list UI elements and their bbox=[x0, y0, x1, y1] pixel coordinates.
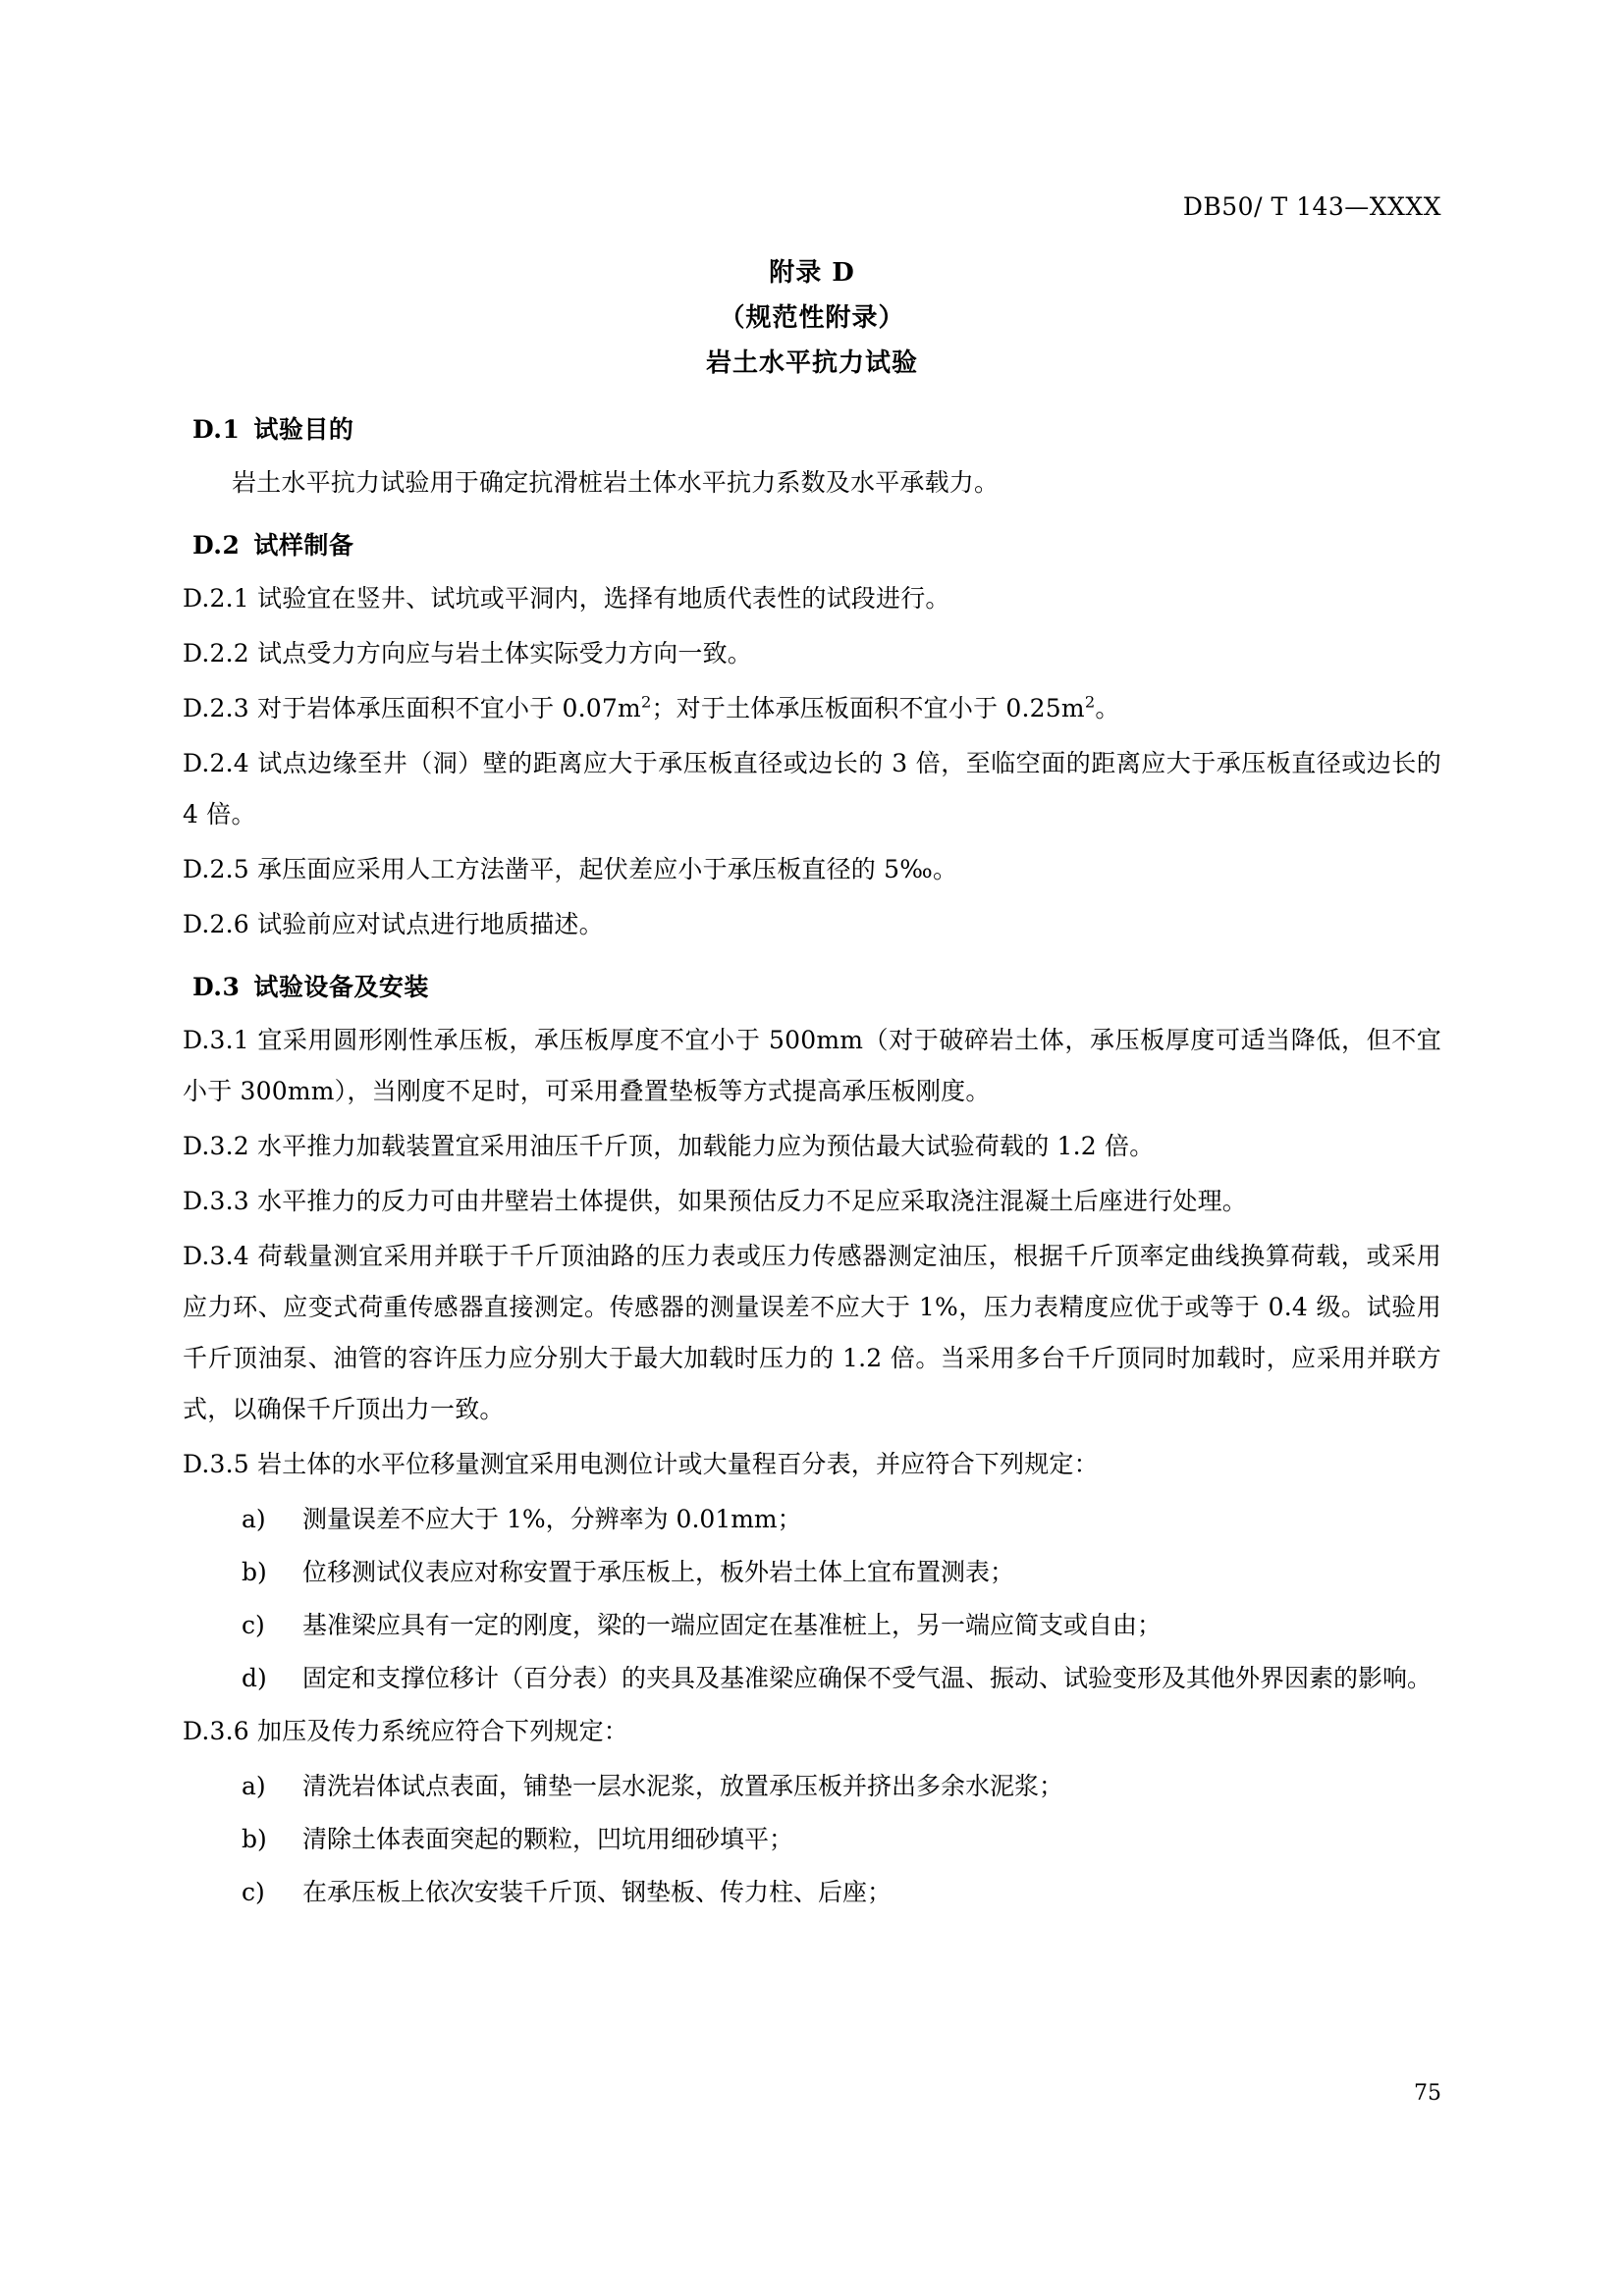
paragraph-d3-1: D.3.1 宜采用圆形刚性承压板，承压板厚度不宜小于 500mm（对于破碎岩土体，承压板厚度可适当降低，但不宜小于 300mm），当刚度不足时，可采用叠置垫板等方式提高承压板刚度。 bbox=[183, 1026, 1441, 1105]
paragraph-d2-3 bbox=[183, 683, 1441, 734]
list-item bbox=[183, 1867, 1441, 1918]
list-item-text: 基准梁应具有一定的刚度，梁的一端应固定在基准桩上，另一端应简支或自由； bbox=[302, 1611, 1163, 1639]
list-d3-5 bbox=[183, 1494, 1441, 1704]
paragraph-d3-4: D.3.4 荷载量测宜采用并联于千斤顶油路的压力表或压力传感器测定油压，根据千斤顶率定曲线换算荷载，或采用应力环、应变式荷重传感器直接测定。传感器的测量误差不应大于 1%，压力表精度应优于或等于 0.4 级。试验用千斤顶油泵、油管的容许压力应分别大于最大加载时压力的 1.2 倍。当采用多台千斤顶同时加载时，应采用并联方式，以确保千斤顶出力一致。 bbox=[183, 1242, 1441, 1423]
paragraph-d3-2: D.3.2 水平推力加载装置宜采用油压千斤顶，加载能力应为预估最大试验荷载的 1.2 倍。 bbox=[183, 1132, 1155, 1160]
list-item-text: 测量误差不应大于 1%，分辨率为 0.01mm； bbox=[302, 1505, 802, 1533]
list-item-text: 清洗岩体试点表面，铺垫一层水泥浆，放置承压板并挤出多余水泥浆； bbox=[302, 1772, 1064, 1800]
list-item-text: 在承压板上依次安装千斤顶、钢垫板、传力柱、后座； bbox=[302, 1878, 893, 1906]
list-item-text: 清除土体表面突起的颗粒，凹坑用细砂填平； bbox=[302, 1825, 794, 1853]
paragraph-d2-5: D.2.5 承压面应采用人工方法凿平，起伏差应小于承压板直径的 5‰。 bbox=[183, 855, 958, 883]
paragraph-d2-4: D.2.4 试点边缘至井（洞）壁的距离应大于承压板直径或边长的 3 倍，至临空面的距离应大于承压板直径或边长的 4 倍。 bbox=[183, 749, 1441, 828]
list-item bbox=[183, 1761, 1441, 1812]
list-item bbox=[183, 1547, 1441, 1598]
list-item bbox=[183, 1814, 1441, 1865]
superscript-square-1: 2 bbox=[640, 692, 652, 712]
paragraph-d3-5: D.3.5 岩土体的水平位移量测宜采用电测位计或大量程百分表，并应符合下列规定： bbox=[183, 1450, 1099, 1478]
document-body bbox=[183, 393, 1441, 1920]
list-item bbox=[183, 1653, 1441, 1704]
paragraph-d2-2: D.2.2 试点受力方向应与岩土体实际受力方向一致。 bbox=[183, 639, 753, 667]
paragraph-d2-1: D.2.1 试验宜在竖井、试坑或平洞内，选择有地质代表性的试段进行。 bbox=[183, 584, 950, 613]
section-number-d1: D.1 bbox=[192, 415, 241, 444]
section-heading-d2 bbox=[192, 526, 1441, 561]
paragraph-d1-1: 岩土水平抗力试验用于确定抗滑桩岩土体水平抗力系数及水平承载力。 bbox=[232, 468, 1000, 497]
list-item-marker: c) bbox=[242, 1878, 265, 1906]
list-item-marker: a) bbox=[242, 1772, 266, 1800]
appendix-title-line-1: 附录 D bbox=[769, 258, 855, 288]
list-d3-6 bbox=[183, 1761, 1441, 1918]
header-standard-code: DB50/ T 143—XXXX bbox=[1182, 192, 1441, 221]
section-title-d3: 试验设备及安装 bbox=[253, 973, 429, 1001]
appendix-title-line-3: 岩土水平抗力试验 bbox=[705, 348, 918, 378]
list-item-text: 固定和支撑位移计（百分表）的夹具及基准梁应确保不受气温、振动、试验变形及其他外界因素的影响。 bbox=[302, 1664, 1433, 1692]
section-title-d2: 试样制备 bbox=[253, 531, 354, 560]
list-item bbox=[183, 1600, 1441, 1651]
list-item-marker: b) bbox=[242, 1558, 267, 1586]
appendix-title-block bbox=[183, 250, 1441, 386]
paragraph-d3-6: D.3.6 加压及传力系统应符合下列规定： bbox=[183, 1717, 629, 1745]
section-number-d2: D.2 bbox=[192, 531, 241, 560]
list-item-text: 位移测试仪表应对称安置于承压板上，板外岩土体上宜布置测表； bbox=[302, 1558, 1015, 1586]
section-heading-d1 bbox=[192, 410, 1441, 446]
page-number: 75 bbox=[1414, 2081, 1441, 2106]
section-title-d1: 试验目的 bbox=[253, 415, 354, 444]
section-heading-d3 bbox=[192, 968, 1441, 1003]
paragraph-d2-6: D.2.6 试验前应对试点进行地质描述。 bbox=[183, 910, 604, 938]
list-item bbox=[183, 1494, 1441, 1545]
paragraph-d3-3: D.3.3 水平推力的反力可由井壁岩土体提供，如果预估反力不足应采取浇注混凝土后座进行处理。 bbox=[183, 1187, 1248, 1215]
list-item-marker: d) bbox=[242, 1664, 267, 1692]
paragraph-d2-3-part-b: ；对于土体承压板面积不宜小于 0.25m bbox=[651, 694, 1085, 722]
paragraph-d2-3-part-c: 。 bbox=[1095, 694, 1120, 722]
page-content bbox=[183, 0, 1441, 2296]
section-number-d3: D.3 bbox=[192, 973, 241, 1001]
paragraph-d2-3-part-a: D.2.3 对于岩体承压面积不宜小于 0.07m bbox=[183, 694, 641, 722]
list-item-marker: b) bbox=[242, 1825, 267, 1853]
list-item-marker: c) bbox=[242, 1611, 265, 1639]
appendix-title-line-2: （规范性附录） bbox=[719, 303, 905, 333]
superscript-square-2: 2 bbox=[1084, 692, 1096, 712]
list-item-marker: a) bbox=[242, 1505, 266, 1533]
